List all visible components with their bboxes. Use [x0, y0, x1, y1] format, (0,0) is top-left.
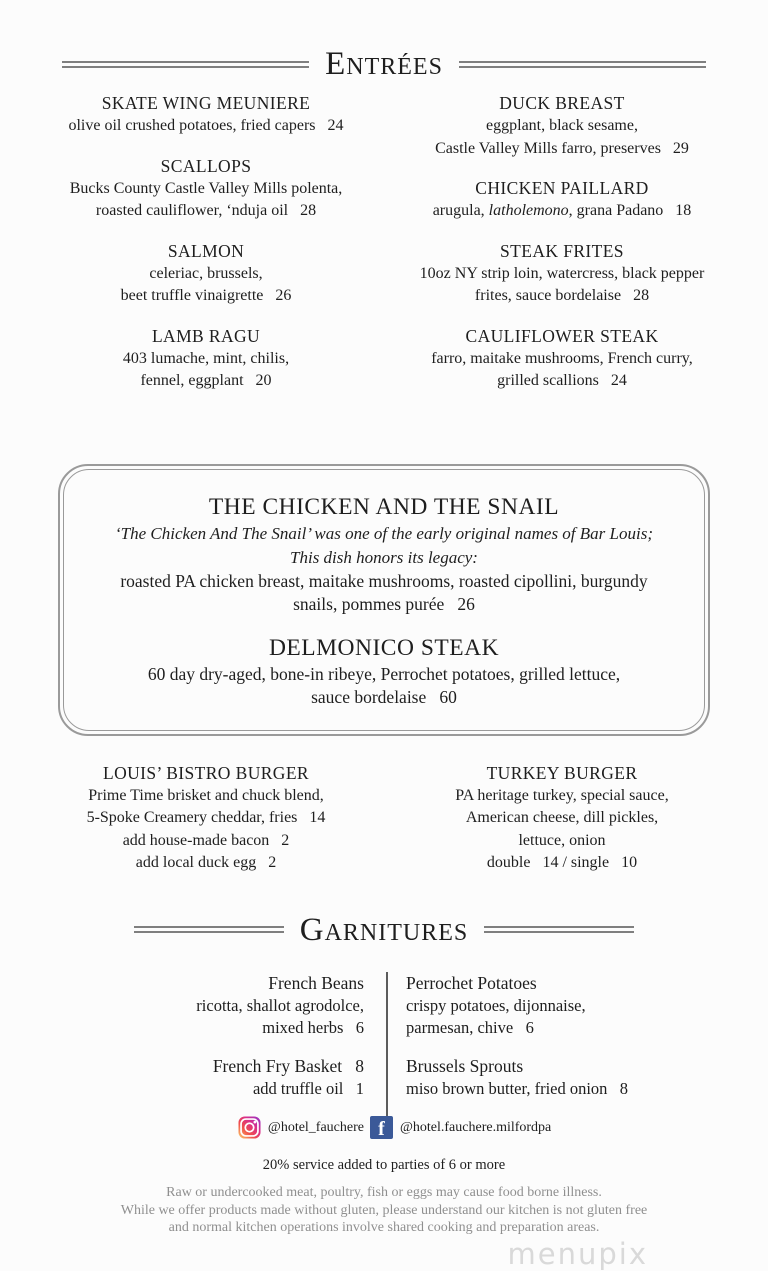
- dish-addon: add local duck egg 2: [135, 854, 277, 872]
- dish-description: PA heritage turkey, special sauce,: [455, 786, 669, 804]
- side-description: mixed herbs 6: [262, 1018, 364, 1038]
- disclaimer-line: and normal kitchen operations involve shared cooking and preparation areas.: [168, 1220, 600, 1236]
- special-dish-description: sauce bordelaise 60: [311, 687, 457, 708]
- garnitures-title: GARNITURES: [299, 911, 469, 948]
- entrees-right-column: [384, 92, 740, 410]
- disclaimer-line: While we offer products made without gluten, please understand our kitchen is not gluten free: [120, 1202, 648, 1218]
- menu-item-scallops: [28, 155, 384, 223]
- dish-description: celeriac, brussels,: [149, 264, 263, 282]
- special-dish-title: THE CHICKEN AND THE SNAIL: [208, 493, 560, 520]
- dish-description: 403 lumache, mint, chilis,: [122, 349, 290, 367]
- dish-title: LOUIS’ BISTRO BURGER: [102, 762, 310, 783]
- menu-item-french-fry-basket: [42, 1055, 364, 1100]
- dish-description: fennel, eggplant 20: [140, 372, 272, 390]
- dish-description: roasted cauliflower, ‘nduja oil 28: [95, 202, 317, 220]
- dish-description: Bucks County Castle Valley Mills polenta,: [69, 179, 343, 197]
- side-description: miso brown butter, fried onion 8: [406, 1079, 629, 1099]
- special-dish-description: snails, pommes purée 26: [293, 594, 475, 615]
- menu-item-cauliflower-steak: [384, 325, 740, 393]
- specials-box: [58, 464, 710, 736]
- heading-rule-left: [134, 926, 284, 933]
- menu-item-skate-wing: [28, 92, 384, 138]
- dish-title: STEAK FRITES: [500, 240, 624, 261]
- dish-description: Prime Time brisket and chuck blend,: [88, 786, 324, 804]
- menupix-watermark: menupix: [507, 1236, 648, 1271]
- heading-rule-right: [484, 926, 634, 933]
- menu-item-perrochet-potatoes: [406, 972, 726, 1039]
- dish-title: DUCK BREAST: [499, 93, 625, 114]
- menu-item-steak-frites: [384, 240, 740, 308]
- facebook-icon: f: [370, 1116, 393, 1139]
- dish-description: eggplant, black sesame,: [486, 117, 638, 135]
- dish-description: olive oil crushed potatoes, fried capers 24: [68, 117, 344, 135]
- side-title: French Beans: [268, 973, 364, 994]
- dish-description: [384, 200, 740, 223]
- facebook-row: [378, 1116, 726, 1140]
- service-charge-note: 20% service added to parties of 6 or more: [262, 1157, 506, 1174]
- entrees-title: ENTRÉES: [325, 46, 443, 82]
- side-addon: add truffle oil 1: [252, 1079, 364, 1099]
- dish-title: SALMON: [167, 240, 245, 261]
- entrees-left-column: [28, 92, 384, 410]
- dish-description: grilled scallions 24: [497, 372, 627, 390]
- dish-title: SCALLOPS: [160, 155, 252, 176]
- side-title: French Fry Basket 8: [212, 1056, 364, 1077]
- dish-description: frites, sauce bordelaise 28: [474, 287, 650, 305]
- dish-addon: add house-made bacon 2: [122, 831, 290, 849]
- dish-description: beet truffle vinaigrette 26: [120, 287, 292, 305]
- entrees-heading: [62, 46, 706, 82]
- garnitures-left-column: [42, 972, 386, 1139]
- menu-item-bistro-burger: [28, 762, 384, 875]
- instagram-row: [42, 1116, 364, 1139]
- side-description: parmesan, chive 6: [406, 1018, 534, 1038]
- menu-item-duck-breast: [384, 92, 740, 160]
- dish-title: CHICKEN PAILLARD: [475, 178, 649, 199]
- dish-description: American cheese, dill pickles,: [465, 809, 659, 827]
- heading-rule-left: [62, 61, 309, 68]
- facebook-handle: @hotel.fauchere.milfordpa: [400, 1119, 552, 1135]
- garnitures-right-column: [378, 972, 726, 1140]
- dish-price-options: double 14 / single 10: [486, 854, 638, 872]
- dish-title: CAULIFLOWER STEAK: [465, 325, 659, 346]
- footer: [0, 1157, 768, 1271]
- menu-item-turkey-burger: [384, 762, 740, 875]
- menu-item-chicken-paillard: [384, 177, 740, 223]
- special-dish-description: roasted PA chicken breast, maitake mushrooms, roasted cipollini, burgundy: [120, 570, 648, 591]
- dish-description: 5-Spoke Creamery cheddar, fries 14: [86, 809, 326, 827]
- side-description: ricotta, shallot agrodolce,: [196, 996, 364, 1016]
- description-italic-segment: latholemono: [488, 202, 569, 220]
- description-segment: arugula,: [432, 202, 489, 220]
- dish-description: Castle Valley Mills farro, preserves 29: [435, 139, 689, 157]
- menu-item-french-beans: [42, 972, 364, 1039]
- dish-description: farro, maitake mushrooms, French curry,: [431, 349, 693, 367]
- specials-box-inner: [63, 469, 705, 731]
- dish-title: TURKEY BURGER: [486, 762, 638, 783]
- disclaimer-line: Raw or undercooked meat, poultry, fish or eggs may cause food borne illness.: [166, 1185, 602, 1201]
- side-title: Perrochet Potatoes: [406, 973, 537, 994]
- menu-item-brussels-sprouts: [406, 1055, 726, 1100]
- entrees-columns: [0, 92, 768, 410]
- side-description: crispy potatoes, dijonnaise,: [406, 996, 586, 1016]
- instagram-handle: @hotel_fauchere: [267, 1119, 364, 1135]
- side-title: Brussels Sprouts: [406, 1056, 524, 1077]
- description-segment: , grana Padano 18: [568, 202, 692, 220]
- dish-description: lettuce, onion: [518, 831, 606, 849]
- special-dish-title: DELMONICO STEAK: [268, 634, 500, 661]
- special-dish-story: This dish honors its legacy:: [290, 547, 478, 567]
- burgers-right-column: [384, 762, 740, 892]
- special-dish-description: 60 day dry-aged, bone-in ribeye, Perrochet potatoes, grilled lettuce,: [147, 663, 621, 684]
- garnitures-heading: [0, 912, 768, 948]
- special-dish-story: ‘The Chicken And The Snail’ was one of the early original names of Bar Louis;: [115, 523, 653, 543]
- burgers-columns: [0, 762, 768, 892]
- dish-title: LAMB RAGU: [151, 325, 261, 346]
- dish-description: 10oz NY strip loin, watercress, black pepper: [419, 264, 705, 282]
- instagram-icon: [238, 1116, 261, 1139]
- burgers-left-column: [28, 762, 384, 892]
- garnitures-columns: [0, 972, 768, 1139]
- menu-item-salmon: [28, 240, 384, 308]
- menu-item-lamb-ragu: [28, 325, 384, 393]
- dish-title: SKATE WING MEUNIERE: [101, 93, 311, 114]
- heading-rule-right: [459, 61, 706, 68]
- health-disclaimer: [0, 1184, 768, 1237]
